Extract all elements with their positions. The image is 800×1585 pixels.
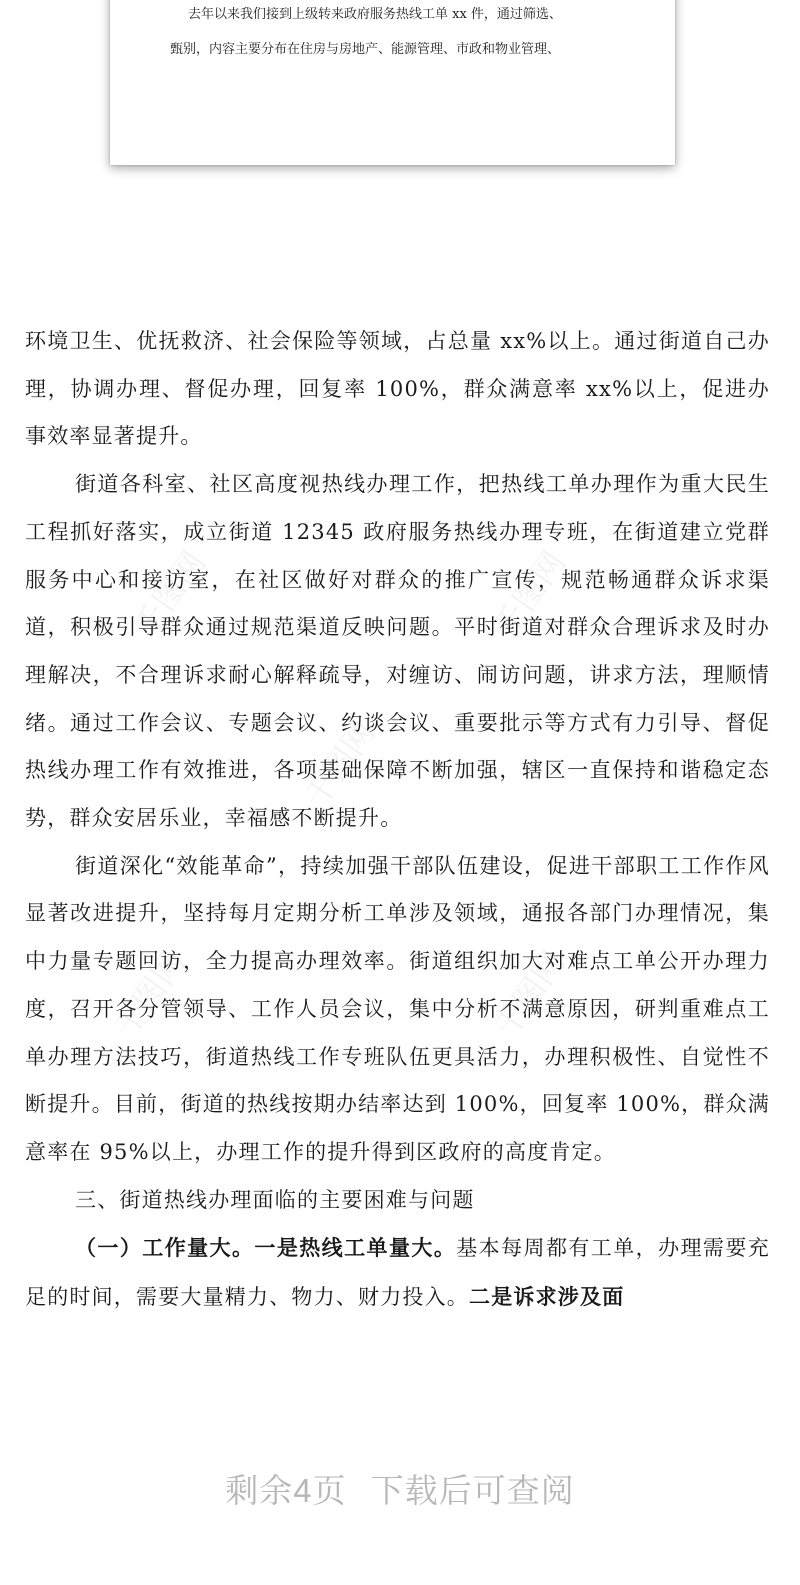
watermark-2: 千图网 (486, 543, 573, 645)
preview-line-2: 甄别，内容主要分布在住房与房地产、能源管理、市政和物业管理、 (170, 42, 561, 57)
section-heading-3: 三、街道热线办理面临的主要困难与问题 (75, 1187, 475, 1212)
watermark-1: 千图网 (126, 543, 213, 645)
watermark-5: 千图网 (486, 943, 573, 1045)
document-body (25, 318, 770, 1322)
paragraph-1: 环境卫生、优抚救济、社会保险等领域，占总量 xx%以上。通过街道自己办理，协调办理、督促办理，回复率 100%，群众满意率 xx%以上，促进办事效率显著提升。 (25, 329, 770, 449)
point-1-title: （一）工作量大。一是热线工单量大。 (75, 1235, 457, 1261)
paragraph-5 (25, 1224, 770, 1321)
point-1-text: 基本每周都有工单，办理需要充足的时间，需要大量精力、物力、财力投入。 (25, 1236, 770, 1310)
page-thumbnail (110, 0, 675, 165)
paragraph-2: 街道各科室、社区高度视热线办理工作，把热线工单办理作为重大民生工程抓好落实，成立街道 12345 政府服务热线办理专班，在街道建立党群服务中心和接访室，在社区做好对群众的推广宣传，规范畅通群众诉求渠道，积极引导群众通过规范渠道反映问题。平时街道对群众合理诉求及时办理解决，不合理诉求耐心解释疏导，对缠访、闹访问题，讲求方法，理顺情绪。通过工作会议、专题会议、约谈会议、重要批示等方式有力引导、督促热线办理工作有效推进，各项基础保障不断加强，辖区一直保持和谐稳定态势，群众安居乐业，幸福感不断提升。 (25, 472, 770, 831)
previous-page-preview (0, 0, 800, 270)
preview-line-1: 去年以来我们接到上级转来政府服务热线工单 xx 件，通过筛选、 (188, 7, 562, 22)
watermark-4: 千图网 (106, 943, 193, 1045)
paragraph-3: 街道深化“效能革命”，持续加强干部队伍建设，促进干部职工工作作风显著改进提升，坚持每月定期分析工单涉及领域，通报各部门办理情况，集中力量专题回访，全力提高办理效率。街道组织加大对难点工单公开办理力度，召开各分管领导、工作人员会议，集中分析不满意原因，研判重难点工单办理方法技巧，街道热线工作专班队伍更具活力，办理积极性、自觉性不断提升。目前，街道的热线按期办结率达到 100%，回复率 100%，群众满意率在 95%以上，办理工作的提升得到区政府的高度肯定。 (25, 853, 770, 1164)
remaining-pages-notice[interactable]: 剩余4页 下载后可查阅 (225, 1472, 575, 1509)
watermark-3: 千图网 (296, 713, 383, 815)
point-2-title: 二是诉求涉及面 (469, 1284, 625, 1310)
